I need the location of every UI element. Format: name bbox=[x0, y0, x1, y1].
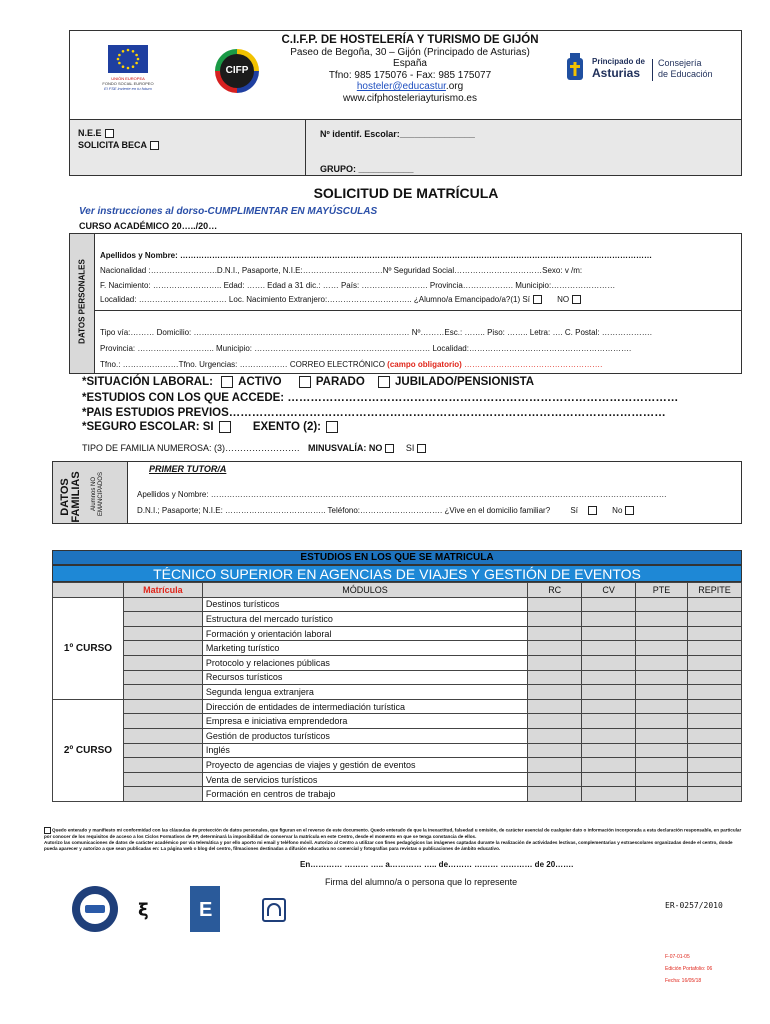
minusvalia-si-checkbox[interactable] bbox=[417, 444, 426, 453]
module-name: Formación en centros de trabajo bbox=[202, 787, 527, 802]
module-name: Recursos turísticos bbox=[202, 670, 527, 685]
header-box bbox=[69, 30, 742, 120]
module-name: Marketing turístico bbox=[202, 641, 527, 656]
module-name: Proyecto de agencias de viajes y gestión de eventos bbox=[202, 758, 527, 773]
school-address: Paseo de Begoña, 30 – Gijón (Principado de Asturias) bbox=[290, 46, 530, 58]
cv-cell[interactable] bbox=[582, 612, 636, 627]
module-name: Inglés bbox=[202, 743, 527, 758]
table-row bbox=[53, 772, 742, 787]
consent-checkbox[interactable] bbox=[44, 827, 51, 834]
module-name: Venta de servicios turísticos bbox=[202, 772, 527, 787]
address-line[interactable]: Tipo vía:……… Domicilio: ……………………………………………………………………… Nº………Esc.: …….. Piso: …….. Letra: …. C. Postal: ………………. bbox=[100, 328, 653, 337]
table-row bbox=[53, 626, 742, 641]
personal-data-box bbox=[69, 233, 742, 374]
school-email[interactable]: hosteler@educastur.org bbox=[356, 81, 464, 92]
rc-cell[interactable] bbox=[528, 670, 582, 685]
matricula-cell[interactable] bbox=[123, 612, 202, 627]
table-row bbox=[53, 787, 742, 802]
matricula-cell[interactable] bbox=[123, 685, 202, 700]
school-name: C.I.F.P. DE HOSTELERÍA Y TURISMO DE GIJÓN bbox=[281, 34, 539, 46]
cv-cell[interactable] bbox=[582, 714, 636, 729]
repite-cell[interactable] bbox=[687, 597, 741, 612]
pte-cell[interactable] bbox=[636, 714, 688, 729]
repite-cell[interactable] bbox=[687, 728, 741, 743]
matricula-cell[interactable] bbox=[123, 714, 202, 729]
cifp-logo: CIFP bbox=[215, 49, 259, 93]
table-row bbox=[53, 758, 742, 773]
pte-cell[interactable] bbox=[636, 597, 688, 612]
instructions-text: Ver instrucciones al dorso-CUMPLIMENTAR EN MAYÚSCULAS bbox=[79, 206, 378, 217]
emancipado-si-checkbox[interactable] bbox=[533, 295, 542, 304]
locality-line[interactable]: Localidad: …………………………… Loc. Nacimiento Extranjero:………………………….. ¿Alumno/a Emancipado/a?(1) Sí NO bbox=[100, 295, 584, 304]
pte-cell[interactable] bbox=[636, 626, 688, 641]
module-name: Dirección de entidades de intermediación turística bbox=[202, 699, 527, 714]
table-row bbox=[53, 641, 742, 656]
email-link[interactable]: hosteler@educastur bbox=[356, 81, 446, 92]
seguro-si-checkbox[interactable] bbox=[219, 421, 231, 433]
name-line[interactable]: Apellidos y Nombre: …………………………………………………………………………………………………………………………………………………………… bbox=[100, 251, 653, 260]
repite-cell[interactable] bbox=[687, 787, 741, 802]
table-row bbox=[53, 699, 742, 714]
modulos-col-header: MÓDULOS bbox=[202, 583, 527, 598]
tutor-name-line[interactable]: Apellidos y Nombre: ……………………………………………………………………………………………………………………………………………………… bbox=[137, 490, 667, 499]
pte-cell[interactable] bbox=[636, 787, 688, 802]
matricula-col-header: Matrícula bbox=[123, 583, 202, 598]
repite-cell[interactable] bbox=[687, 743, 741, 758]
school-phone: Tfno: 985 175076 - Fax: 985 175077 bbox=[328, 69, 492, 81]
rc-cell[interactable] bbox=[528, 685, 582, 700]
pte-cell[interactable] bbox=[636, 728, 688, 743]
cv-cell[interactable] bbox=[582, 743, 636, 758]
matricula-cell[interactable] bbox=[123, 626, 202, 641]
rc-cell[interactable] bbox=[528, 641, 582, 656]
eu-flag-logo bbox=[108, 45, 148, 73]
rc-cell[interactable] bbox=[528, 655, 582, 670]
situacion-laboral: *SITUACIÓN LABORAL: ACTIVO PARADO JUBILADO/PENSIONISTA bbox=[82, 376, 535, 389]
table-row bbox=[53, 685, 742, 700]
minusvalia-no-checkbox[interactable] bbox=[385, 444, 394, 453]
personal-side-label: DATOS PERSONALES bbox=[77, 259, 87, 344]
cv-cell[interactable] bbox=[582, 670, 636, 685]
repite-cell[interactable] bbox=[687, 714, 741, 729]
repite-cell[interactable] bbox=[687, 641, 741, 656]
rc-cell[interactable] bbox=[528, 787, 582, 802]
page-title: SOLICITUD DE MATRÍCULA bbox=[313, 185, 499, 201]
pte-cell[interactable] bbox=[636, 699, 688, 714]
matricula-cell[interactable] bbox=[123, 597, 202, 612]
province-line[interactable]: Provincia: ……………………….. Municipio: ………………………………………………………… Localidad:……………………………………………………. bbox=[100, 344, 632, 353]
repite-cell[interactable] bbox=[687, 626, 741, 641]
cv-cell[interactable] bbox=[582, 787, 636, 802]
activo-checkbox[interactable] bbox=[221, 376, 233, 388]
id-escolar-field[interactable]: Nº identif. Escolar:_______________ bbox=[320, 129, 475, 139]
school-web: www.cifphosteleriayturismo.es bbox=[343, 92, 477, 104]
cv-cell[interactable] bbox=[582, 641, 636, 656]
matricula-cell[interactable] bbox=[123, 787, 202, 802]
tutor-heading: PRIMER TUTOR/A bbox=[149, 464, 227, 474]
cv-cell[interactable] bbox=[582, 728, 636, 743]
repite-cell[interactable] bbox=[687, 612, 741, 627]
repite-cell[interactable] bbox=[687, 758, 741, 773]
rc-cell[interactable] bbox=[528, 743, 582, 758]
pte-cell[interactable] bbox=[636, 641, 688, 656]
table-row bbox=[53, 597, 742, 612]
table-row bbox=[53, 612, 742, 627]
mandatory-field-note: (campo obligatorio) bbox=[387, 360, 462, 369]
cv-cell[interactable] bbox=[582, 597, 636, 612]
id-line[interactable]: Nacionalidad :…………………….D.N.I., Pasaporte, N.I.E:…………………………Nº Seguridad Social……………………………Sexo: v /m: bbox=[100, 266, 583, 275]
parado-checkbox[interactable] bbox=[299, 376, 311, 388]
repite-cell[interactable] bbox=[687, 685, 741, 700]
estudios-acceso-field[interactable]: *ESTUDIOS CON LOS QUE ACCEDE: ………………………………………………………………………………………… bbox=[82, 392, 679, 404]
repite-cell[interactable] bbox=[687, 655, 741, 670]
module-name: Estructura del mercado turístico bbox=[202, 612, 527, 627]
signature-place-date[interactable]: En………… ……… ….. a………… ….. de……… ……… ………… de 20……. bbox=[300, 860, 574, 869]
matricula-cell[interactable] bbox=[123, 655, 202, 670]
familia-numerosa-row: TIPO DE FAMILIA NUMEROSA: (3)……………………. MINUSVALÍA: NO SI bbox=[82, 443, 429, 453]
familia-numerosa-field[interactable]: TIPO DE FAMILIA NUMEROSA: (3)……………………. bbox=[82, 443, 300, 453]
module-name: Formación y orientación laboral bbox=[202, 626, 527, 641]
table-row bbox=[53, 655, 742, 670]
cv-cell[interactable] bbox=[582, 626, 636, 641]
table-header-row bbox=[53, 583, 742, 598]
asturias-crest-icon bbox=[566, 53, 584, 83]
jubilado-checkbox[interactable] bbox=[378, 376, 390, 388]
seguro-escolar: *SEGURO ESCOLAR: SI EXENTO (2): bbox=[82, 421, 343, 433]
quality-seal-logo bbox=[72, 886, 118, 932]
repite-col-header: REPITE bbox=[687, 583, 741, 598]
rc-cell[interactable] bbox=[528, 758, 582, 773]
pte-cell[interactable] bbox=[636, 758, 688, 773]
id-box bbox=[69, 119, 742, 176]
beca-field: SOLICITA BECA bbox=[78, 140, 162, 150]
certification-code: ER-0257/2010 bbox=[665, 901, 723, 910]
rc-cell[interactable] bbox=[528, 772, 582, 787]
ciclo-title: TÉCNICO SUPERIOR EN AGENCIAS DE VIAJES Y GESTIÓN DE EVENTOS bbox=[52, 565, 742, 582]
modules-table bbox=[52, 582, 742, 802]
euskalit-logo: ξ bbox=[138, 900, 149, 921]
school-country: España bbox=[393, 58, 427, 69]
matricula-cell[interactable] bbox=[123, 641, 202, 656]
module-name: Destinos turísticos bbox=[202, 597, 527, 612]
signature-label: Firma del alumno/a o persona que lo represente bbox=[325, 877, 518, 887]
pais-estudios-field[interactable]: *PAIS ESTUDIOS PREVIOS…………………………………………………………………………………………………… bbox=[82, 407, 666, 419]
family-side-label: DATOS FAMILIAS bbox=[59, 471, 82, 523]
cv-cell[interactable] bbox=[582, 699, 636, 714]
matricula-cell[interactable] bbox=[123, 728, 202, 743]
network-logo bbox=[262, 898, 286, 922]
personal-side-panel bbox=[70, 234, 95, 373]
module-name: Gestión de productos turísticos bbox=[202, 728, 527, 743]
family-side-sublabel: Alumnos NO EMANCIPADOS bbox=[91, 472, 104, 516]
beca-checkbox[interactable] bbox=[150, 141, 159, 150]
e-letter-icon: E bbox=[199, 899, 213, 921]
curso-label: 1º CURSO bbox=[53, 597, 124, 699]
asturias-gov-logo: Principado de Asturias Consejería de Educación bbox=[566, 49, 736, 89]
document-reference: F-07-01-05 Edición Portafolio: 06 Fecha: 16/05/18 bbox=[665, 954, 713, 984]
matricula-cell[interactable] bbox=[123, 699, 202, 714]
rc-cell[interactable] bbox=[528, 714, 582, 729]
curso-label: 2º CURSO bbox=[53, 699, 124, 801]
grupo-field[interactable]: GRUPO: ___________ bbox=[320, 164, 414, 174]
repite-cell[interactable] bbox=[687, 772, 741, 787]
pte-cell[interactable] bbox=[636, 772, 688, 787]
nee-checkbox[interactable] bbox=[105, 129, 114, 138]
rc-col-header: RC bbox=[528, 583, 582, 598]
matricula-cell[interactable] bbox=[123, 743, 202, 758]
table-row bbox=[53, 743, 742, 758]
nee-field: N.E.E bbox=[78, 128, 117, 138]
rc-cell[interactable] bbox=[528, 597, 582, 612]
eu-stars-icon bbox=[108, 45, 148, 73]
family-data-box bbox=[52, 461, 742, 524]
cv-col-header: CV bbox=[582, 583, 636, 598]
matricula-cell[interactable] bbox=[123, 772, 202, 787]
pte-cell[interactable] bbox=[636, 685, 688, 700]
emancipado-no-checkbox[interactable] bbox=[572, 295, 581, 304]
contact-line[interactable]: Tfno.: …………………Tfno. Urgencias: ……………… CORREO ELECTRÓNICO (campo obligatorio) ……………………………………………. bbox=[100, 360, 603, 369]
exento-checkbox[interactable] bbox=[326, 421, 338, 433]
matricula-cell[interactable] bbox=[123, 670, 202, 685]
family-side-panel bbox=[53, 462, 128, 523]
studies-header: ESTUDIOS EN LOS QUE SE MATRICULA bbox=[52, 550, 742, 565]
vive-si-checkbox[interactable] bbox=[588, 506, 597, 515]
rc-cell[interactable] bbox=[528, 626, 582, 641]
vive-no-checkbox[interactable] bbox=[625, 506, 634, 515]
module-name: Empresa e iniciativa emprendedora bbox=[202, 714, 527, 729]
repite-cell[interactable] bbox=[687, 699, 741, 714]
cv-cell[interactable] bbox=[582, 772, 636, 787]
pte-cell[interactable] bbox=[636, 612, 688, 627]
curso-academico[interactable]: CURSO ACADÉMICO 20…../20… bbox=[79, 221, 218, 231]
table-row bbox=[53, 728, 742, 743]
arch-icon bbox=[264, 900, 284, 920]
pte-col-header: PTE bbox=[636, 583, 688, 598]
cv-cell[interactable] bbox=[582, 758, 636, 773]
eu-logo-caption: UNIÓN EUROPEA FONDO SOCIAL EUROPEO El FSE invierte en tu futuro bbox=[102, 76, 154, 91]
cv-cell[interactable] bbox=[582, 685, 636, 700]
repite-cell[interactable] bbox=[687, 670, 741, 685]
rc-cell[interactable] bbox=[528, 728, 582, 743]
rc-cell[interactable] bbox=[528, 612, 582, 627]
table-row bbox=[53, 670, 742, 685]
tutor-id-line[interactable]: D.N.I.; Pasaporte; N.I.E: ……………………………….. Teléfono:…………………………. ¿Vive en el domicilio familiar? Sí No bbox=[137, 506, 637, 515]
cv-cell[interactable] bbox=[582, 655, 636, 670]
matricula-cell[interactable] bbox=[123, 758, 202, 773]
pte-cell[interactable] bbox=[636, 670, 688, 685]
legal-text: Quedo enterado y manifiesto mi conformidad con las cláusulas de protección de datos personales, que figuran en el reverso de este documento. Quedo enterado de que la inexactitud, falsedad u omisión, de carácter esencial de cualquier dato o información incorporada a esta declaración responsable, en particular por conocer de los requisitos de acceso a los Ciclos Formativos de FP, determinará la imposibilidad de conservar la matrícula en este Centro, desde el momento en que se tenga constancia de ellos. Autorizo las comunicaciones de datos de carácter académico por vía telemática y por ello aporto mi email y teléfono móvil. Autorizo al Centro a utilizar con fines pedagógicos las imágenes captadas durante la realización de actividades lectivas, complementarias y extraescolares organizadas desde el centro, donde pueda aparecer y autorizo a que sean publicadas en: La página web o blog del centro, filmaciones destinadas a difusión educativa no comercial y fotografías para revistas o publicaciones de ámbito educativo. bbox=[44, 827, 742, 851]
rc-cell[interactable] bbox=[528, 699, 582, 714]
pte-cell[interactable] bbox=[636, 743, 688, 758]
birth-line[interactable]: F. Nacimiento: …………………….. Edad: ……. Edad a 31 dic.: …… País: ……………………. Provincia………………. Municipio:…………………… bbox=[100, 281, 616, 290]
module-name: Segunda lengua extranjera bbox=[202, 685, 527, 700]
pte-cell[interactable] bbox=[636, 655, 688, 670]
table-row bbox=[53, 714, 742, 729]
module-name: Protocolo y relaciones públicas bbox=[202, 655, 527, 670]
school-info bbox=[270, 35, 550, 104]
excellence-e-logo bbox=[190, 886, 220, 932]
